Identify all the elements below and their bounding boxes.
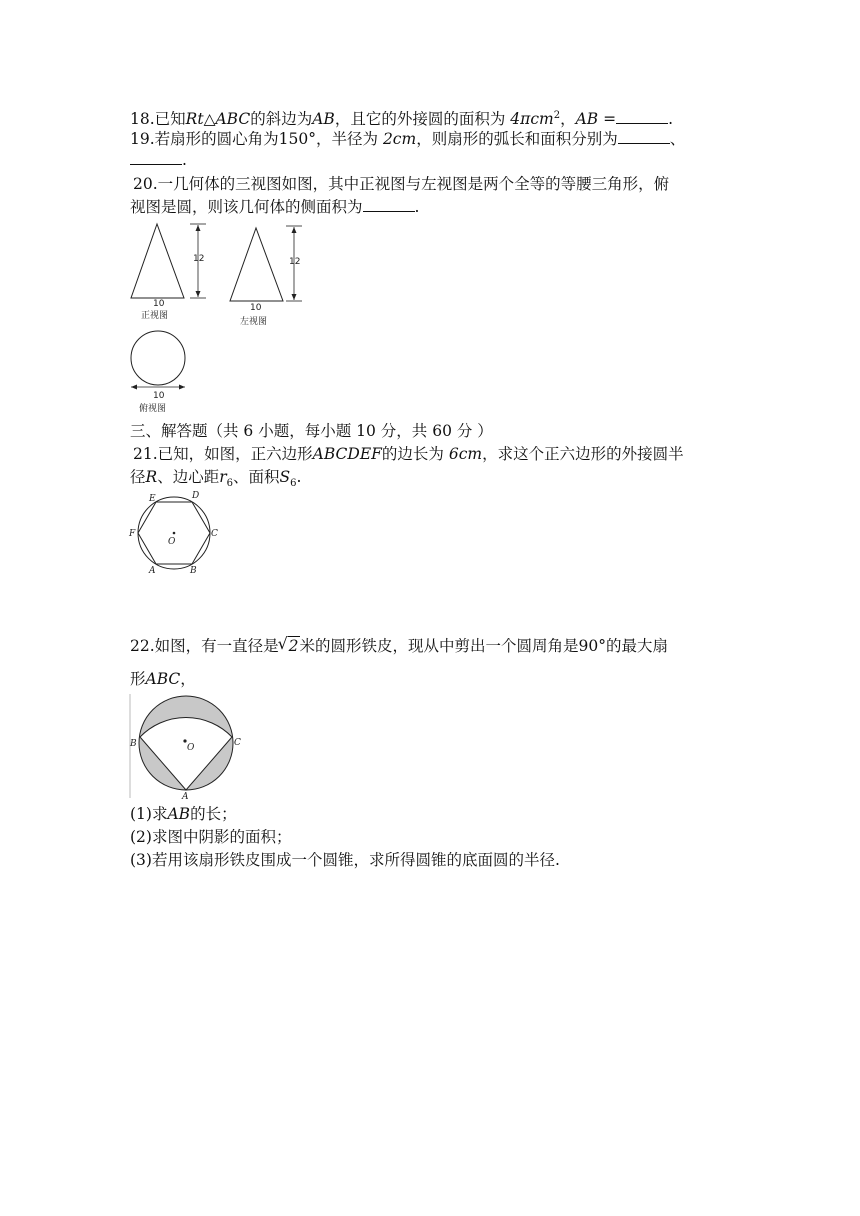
q18-comma: ，	[560, 110, 576, 129]
q21-text-4: 径	[130, 468, 146, 486]
top-view-circle	[131, 331, 185, 385]
q18-ab-answer-label: AB	[575, 110, 599, 129]
q20-answer-blank[interactable]	[363, 197, 415, 212]
q22-sqrt-diameter	[279, 636, 300, 656]
q22-text-3: 的最大扇	[606, 637, 669, 655]
q19-radius: 2cm	[382, 130, 417, 148]
q21-radius-symbol: R	[145, 468, 158, 486]
question-21-line1	[133, 444, 684, 464]
q22-comma: ，	[180, 670, 196, 688]
q22-sqrt-value: 2	[288, 637, 299, 655]
left-width-label: 10	[250, 303, 262, 313]
q19-text-2: ，半径为	[316, 130, 383, 148]
front-height-arrow-up	[196, 225, 201, 231]
point-c-label-22: C	[234, 738, 241, 748]
q21-side: 6cm	[448, 445, 483, 463]
left-view-triangle	[230, 228, 283, 301]
q18-triangle-symbol: △	[203, 110, 216, 129]
top-dim-arrow-right	[179, 385, 185, 390]
question-19-cont	[130, 150, 187, 170]
q22-text-4: 形	[130, 670, 146, 688]
question-20-line2	[130, 197, 419, 217]
q21-text-6: 、面积	[233, 468, 280, 486]
left-height-arrow-up	[292, 227, 297, 233]
q21-text-3: ，求这个正六边形的外接圆半	[482, 445, 684, 463]
hexagon-figure	[126, 487, 226, 577]
question-20-line1: 20.一几何体的三视图如图，其中正视图与左视图是两个全等的等腰三角形，俯	[133, 175, 670, 193]
q18-text: 18.已知	[130, 110, 186, 129]
q22-part-1-text-2: 的长；	[190, 805, 237, 823]
point-b-label: B	[190, 566, 197, 576]
q20-period: .	[414, 198, 420, 216]
point-o-label: O	[168, 537, 176, 547]
left-height-arrow-down	[292, 294, 297, 300]
q21-text-5: 、边心距	[157, 468, 220, 486]
q21-text-2: 的边长为	[381, 445, 449, 463]
question-22-line1	[130, 636, 668, 656]
section-3-heading: 三、解答题（共 6 小题，每小题 10 分，共 60 分 ）	[130, 422, 493, 440]
q21-area-subscript: 6	[290, 478, 297, 490]
q18-rt: Rt	[185, 110, 204, 129]
q19-text: 19.若扇形的圆心角为	[130, 130, 279, 148]
left-height-label: 12	[289, 257, 301, 267]
q19-answer-blank-2[interactable]	[130, 150, 182, 165]
hexagon-center-point	[173, 532, 176, 535]
q18-text-3: ，且它的外接圆的面积为	[334, 110, 511, 129]
point-f-label: F	[129, 529, 136, 539]
q22-text: 22.如图，有一直径是	[130, 637, 279, 655]
q18-equals: =	[598, 110, 617, 129]
point-a-label-22: A	[182, 792, 189, 802]
q18-period: .	[668, 110, 674, 129]
top-diameter-label: 10	[153, 391, 165, 401]
q18-area-exponent: 2	[553, 110, 561, 121]
q21-period: .	[296, 468, 302, 486]
q18-text-2: 的斜边为	[250, 110, 313, 129]
point-a-label: A	[149, 566, 156, 576]
point-c-label: C	[211, 529, 218, 539]
sector-figure	[126, 692, 256, 802]
q18-ab: AB	[312, 110, 335, 129]
q22-sector-abc: ABC	[145, 670, 181, 688]
left-view-caption: 左视图	[240, 317, 268, 327]
q20-text: 视图是圆，则该几何体的侧面积为	[130, 198, 363, 216]
q22-part-2: (2)求图中阴影的面积；	[130, 828, 292, 846]
front-view-triangle	[131, 224, 184, 298]
q19-answer-blank-1[interactable]	[618, 129, 670, 144]
front-height-arrow-down	[196, 291, 201, 297]
front-height-label: 12	[193, 254, 205, 264]
q21-area-symbol: S	[279, 468, 291, 486]
question-18	[130, 106, 673, 129]
q22-part-1-text: (1)求	[130, 805, 168, 823]
front-width-label: 10	[153, 299, 165, 309]
q22-text-2: 米的圆形铁皮，现从中剪出一个圆周角是	[299, 637, 579, 655]
question-19	[130, 129, 685, 149]
top-dim-arrow-left	[131, 385, 137, 390]
q21-text: 21.已知，如图，正六边形	[133, 445, 313, 463]
q18-abc: ABC	[215, 110, 251, 129]
q21-polygon: ABCDEF	[312, 445, 382, 463]
point-d-label: D	[192, 491, 200, 501]
front-view-caption: 正视图	[141, 311, 169, 321]
q19-text-3: ，则扇形的弧长和面积分别为	[416, 130, 618, 148]
q22-part-1	[130, 804, 237, 824]
q18-answer-blank[interactable]	[616, 109, 668, 124]
q21-apothem-subscript: 6	[226, 478, 233, 490]
q18-area: 4πcm	[510, 110, 554, 129]
point-b-label-22: B	[130, 739, 137, 749]
q22-part-3: (3)若用该扇形铁皮围成一个圆锥，求所得圆锥的底面圆的半径.	[130, 851, 560, 869]
top-view-caption: 俯视图	[139, 404, 167, 414]
question-22-line2	[130, 669, 196, 689]
q19-period: .	[182, 151, 187, 169]
q19-separator: 、	[669, 130, 686, 148]
q21-apothem-symbol: r	[219, 468, 227, 486]
q22-angle: 90°	[578, 637, 607, 655]
point-o-label-22: O	[187, 743, 195, 753]
q22-part-1-ab: AB	[167, 805, 191, 823]
point-e-label: E	[149, 494, 156, 504]
q19-angle: 150°	[278, 130, 316, 148]
